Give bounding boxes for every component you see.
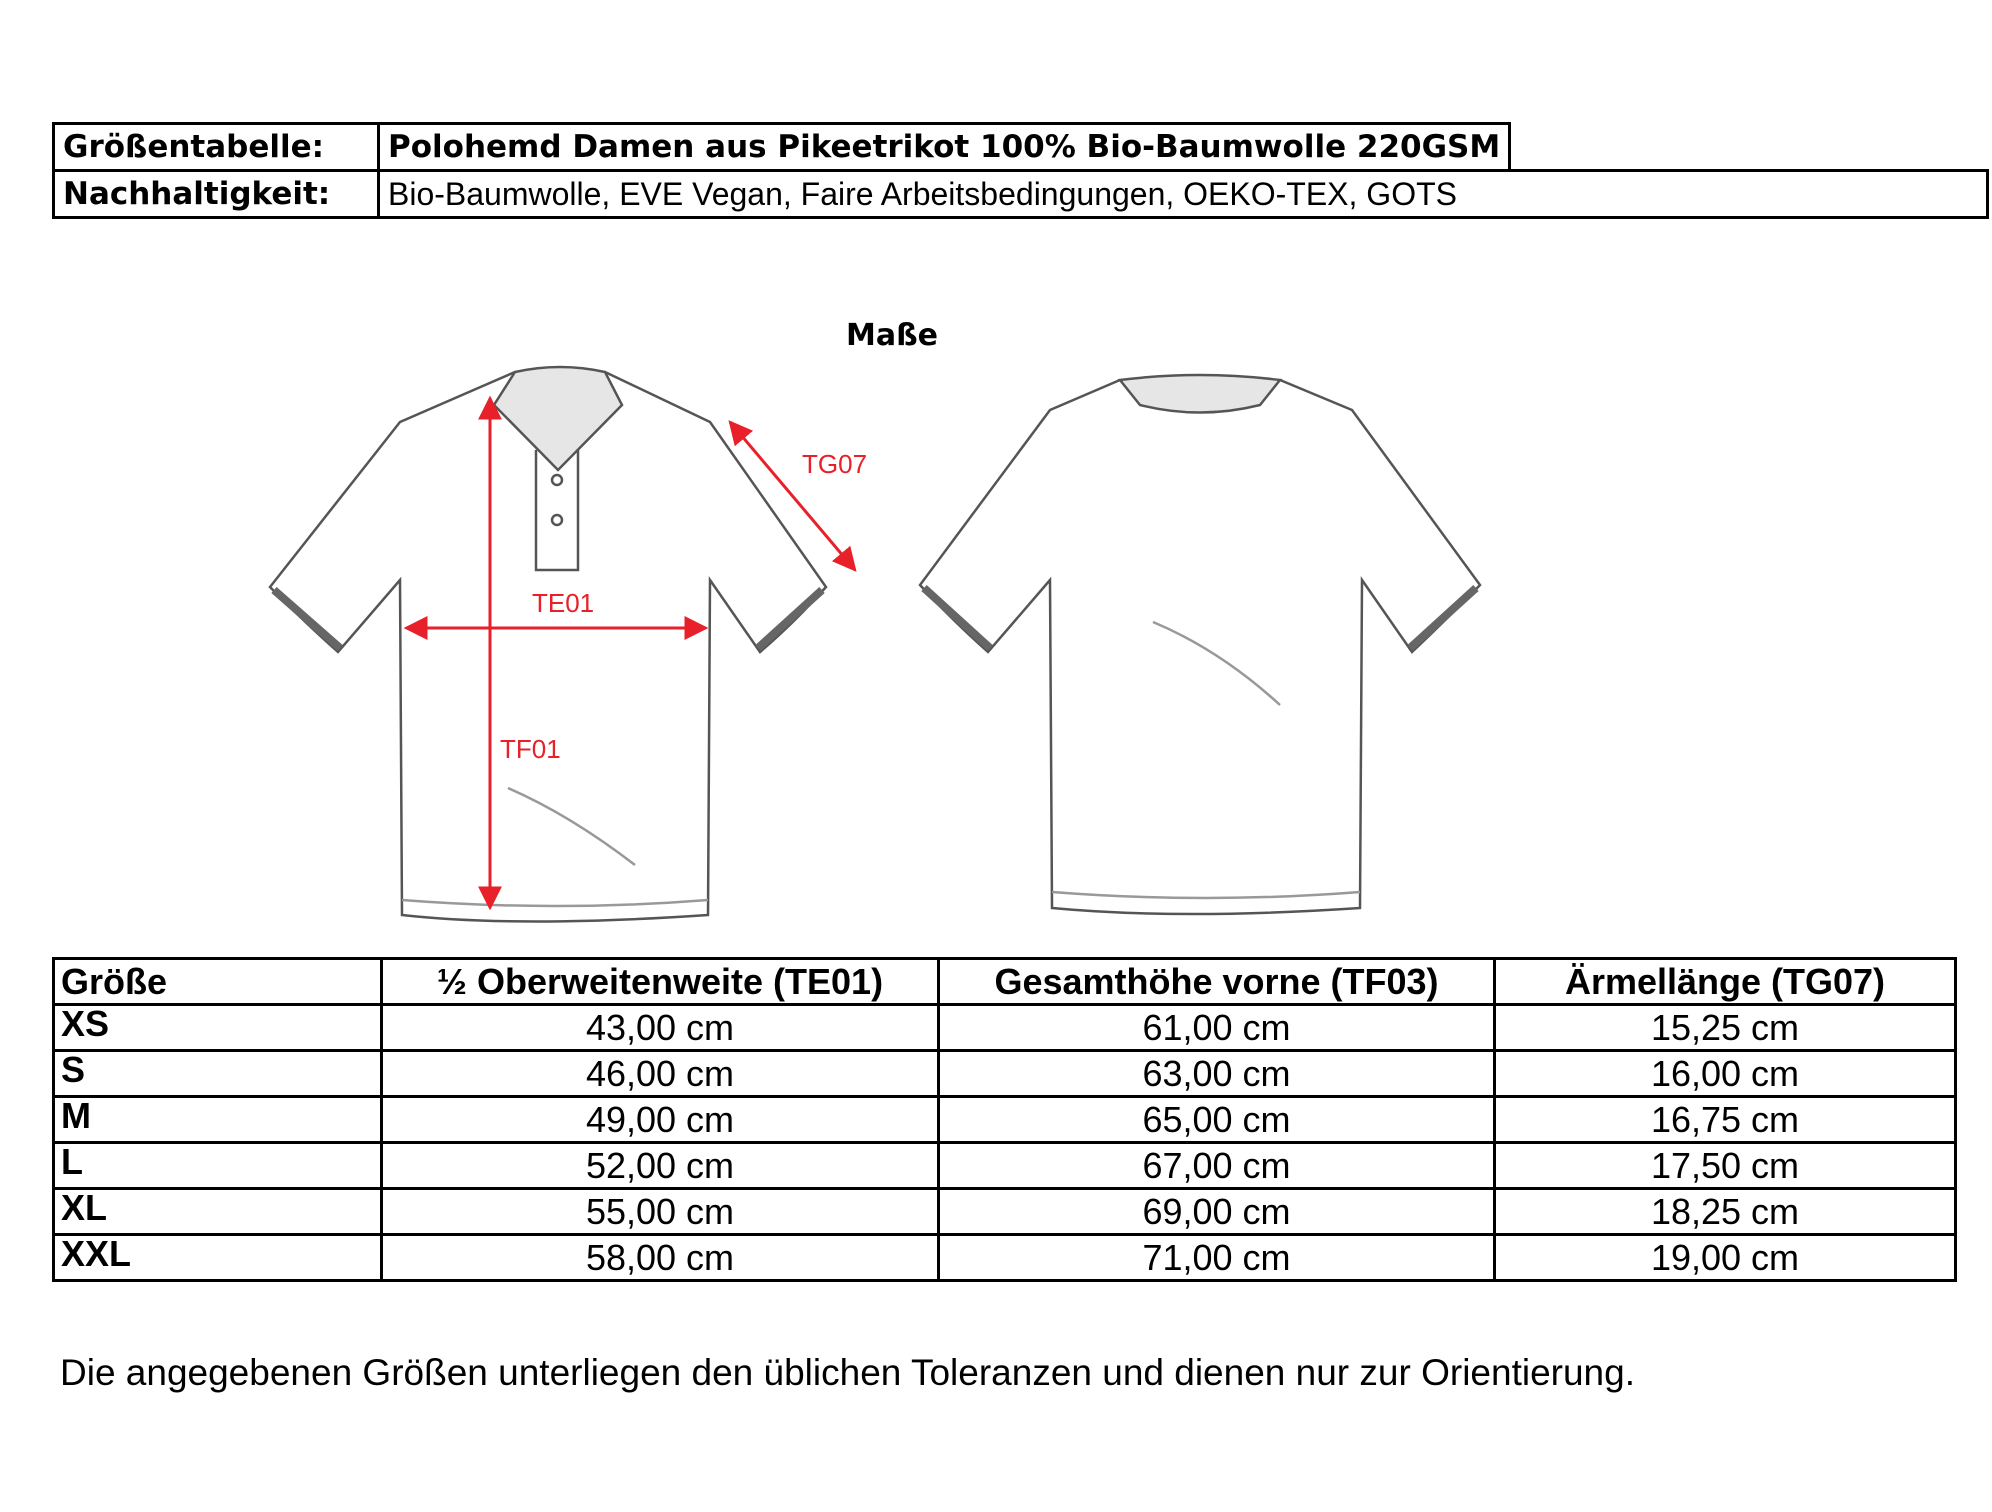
size-cell: XXL	[54, 1235, 382, 1281]
front-button-1	[552, 475, 562, 485]
back-left-cuff	[924, 588, 990, 648]
polo-shirt-diagram	[260, 360, 1500, 930]
sleeve-cell: 16,75 cm	[1495, 1097, 1956, 1143]
length-cell: 71,00 cm	[939, 1235, 1495, 1281]
table-row	[54, 1051, 1956, 1097]
size-table	[52, 957, 1957, 1282]
product-name: Polohemd Damen aus Pikeetrikot 100% Bio-Baumwolle 220GSM	[379, 124, 1510, 171]
info-row-sustainability	[54, 171, 1988, 218]
table-row	[54, 1097, 1956, 1143]
chest-cell: 49,00 cm	[382, 1097, 939, 1143]
header-size: Größe	[54, 959, 382, 1005]
sleeve-label: TG07	[802, 449, 868, 479]
size-cell: S	[54, 1051, 382, 1097]
info-empty-cell	[1510, 124, 1988, 171]
back-fold-line	[1153, 622, 1280, 705]
table-row	[54, 1143, 1956, 1189]
front-view	[270, 367, 826, 922]
back-right-cuff	[1410, 588, 1476, 648]
length-cell: 63,00 cm	[939, 1051, 1495, 1097]
front-left-cuff	[274, 590, 340, 648]
chest-cell: 58,00 cm	[382, 1235, 939, 1281]
tolerance-note: Die angegebenen Größen unterliegen den üblichen Toleranzen und dienen nur zur Orientierung.	[60, 1352, 1635, 1393]
sleeve-cell: 17,50 cm	[1495, 1143, 1956, 1189]
info-row-product	[54, 124, 1988, 171]
sleeve-cell: 16,00 cm	[1495, 1051, 1956, 1097]
size-cell: XL	[54, 1189, 382, 1235]
size-cell: M	[54, 1097, 382, 1143]
sleeve-cell: 18,25 cm	[1495, 1189, 1956, 1235]
sleeve-cell: 15,25 cm	[1495, 1005, 1956, 1051]
chest-cell: 43,00 cm	[382, 1005, 939, 1051]
size-table-label: Größentabelle:	[54, 124, 379, 171]
length-label: TF01	[500, 734, 561, 764]
length-cell: 67,00 cm	[939, 1143, 1495, 1189]
front-collar	[494, 367, 622, 470]
size-cell: L	[54, 1143, 382, 1189]
table-row	[54, 1189, 1956, 1235]
back-collar	[1120, 375, 1280, 413]
sleeve-measure-line	[730, 422, 855, 570]
length-cell: 69,00 cm	[939, 1189, 1495, 1235]
length-cell: 65,00 cm	[939, 1097, 1495, 1143]
header-sleeve: Ärmellänge (TG07)	[1495, 959, 1956, 1005]
chest-cell: 46,00 cm	[382, 1051, 939, 1097]
front-fold-line	[508, 788, 635, 865]
header-length: Gesamthöhe vorne (TF03)	[939, 959, 1495, 1005]
length-cell: 61,00 cm	[939, 1005, 1495, 1051]
chest-cell: 52,00 cm	[382, 1143, 939, 1189]
front-button-2	[552, 515, 562, 525]
size-table-header	[54, 959, 1956, 1005]
sleeve-cell: 19,00 cm	[1495, 1235, 1956, 1281]
header-chest: ½ Oberweitenweite (TE01)	[382, 959, 939, 1005]
table-row	[54, 1005, 1956, 1051]
sustainability-label: Nachhaltigkeit:	[54, 171, 379, 218]
sustainability-value: Bio-Baumwolle, EVE Vegan, Faire Arbeitsbedingungen, OEKO-TEX, GOTS	[379, 171, 1988, 218]
back-body-outline	[920, 380, 1480, 914]
front-right-cuff	[758, 590, 822, 648]
back-hem	[1052, 892, 1360, 898]
size-cell: XS	[54, 1005, 382, 1051]
info-table	[52, 122, 1989, 219]
chest-cell: 55,00 cm	[382, 1189, 939, 1235]
table-row	[54, 1235, 1956, 1281]
diagram-title: Maße	[846, 318, 939, 353]
front-hem	[402, 900, 708, 906]
back-view	[920, 375, 1480, 914]
chest-label: TE01	[532, 588, 595, 618]
measurement-lines	[406, 398, 855, 908]
